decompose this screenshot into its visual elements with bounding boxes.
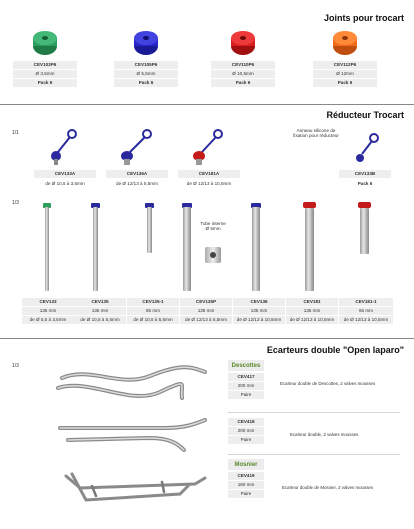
ecarteur-code: CEV418 (228, 418, 264, 426)
cap-card-1 (34, 170, 96, 186)
tube-length: 135 mm (22, 307, 74, 315)
joint-size: Ø 10,5mm (211, 70, 275, 78)
tube-7 (360, 208, 369, 254)
tube-range: de Ø 10,5 à 5,5mm (127, 316, 179, 324)
tube-card-5 (233, 298, 285, 324)
ecarteur-desc-3: Ecarteur double de Mosnier, 2 valves mousses (282, 485, 374, 490)
ecarteur-length: 200 mm (228, 382, 264, 390)
tube-range: de Ø 12/13 à 10,5mm (233, 316, 285, 324)
tube-range: de Ø 10,5 à 5,5mm (74, 316, 126, 324)
tube-range: de Ø 12/13 à 5,5mm (180, 316, 232, 324)
reducteur-caps (0, 126, 414, 168)
anneau-note: Anneau silicone de fixation pour réducteur (293, 128, 339, 139)
row-divider (228, 412, 400, 413)
anneau-card (339, 170, 391, 186)
ecarteur-unit: Paire (228, 490, 264, 498)
scale-label-ecarteurs: 1/3 (12, 363, 19, 369)
tube-interne-note: Tube interne Ø 5mm (200, 221, 226, 232)
ecarteur-code: CEV419 (228, 472, 264, 480)
tube-card-6 (286, 298, 338, 324)
cap-code: CEV181A (178, 170, 240, 178)
joint-size: Ø 3,5mm (13, 70, 77, 78)
ecarteur-code: CEV417 (228, 373, 264, 381)
ring-green-icon (33, 31, 57, 55)
joint-size: Ø 5,5mm (114, 70, 178, 78)
retractor-double-icon (60, 420, 205, 450)
joint-code: CEV110P6 (211, 61, 275, 69)
tube-length: 65 mm (127, 307, 179, 315)
tube-code: CEV133 (22, 298, 74, 306)
anneau-pack: Pack 6 (357, 181, 373, 186)
tube-code: CEV135P (180, 298, 232, 306)
cap-code: CEV133A (34, 170, 96, 178)
brand-descottes: Descottes (228, 360, 264, 371)
tube-card-3 (127, 298, 179, 324)
joint-pack: Pack 6 (313, 79, 377, 87)
ecarteur-length: 160 mm (228, 481, 264, 489)
anneau-icon (356, 134, 378, 162)
ecarteur-card-3 (228, 472, 264, 498)
tube-card-4 (180, 298, 232, 324)
ecarteur-length: 200 mm (228, 427, 264, 435)
tube-card-2 (74, 298, 126, 324)
section-title-joints: Joints pour trocart (323, 13, 404, 23)
tube-2 (93, 207, 98, 291)
joint-card-2 (114, 61, 178, 87)
ecarteur-desc-2: Ecarteur double, 2 valves mousses (290, 432, 359, 437)
tube-code: CEV135 (74, 298, 126, 306)
tube-length: 65 mm (339, 307, 393, 315)
tube-6 (305, 208, 314, 291)
ecarteur-images (0, 358, 230, 528)
ecarteur-card-2 (228, 418, 264, 444)
tube-card-7 (339, 298, 393, 324)
ecarteur-unit: Paire (228, 391, 264, 399)
cap-card-3 (178, 170, 240, 186)
cap-card-2 (106, 170, 168, 186)
ecarteur-desc-1: Ecarteur double de Descottes, 2 valves mousses (280, 381, 376, 386)
joint-card-1 (13, 61, 77, 87)
tube-range: de Ø 12/13 à 10,5mm (339, 316, 393, 324)
ecarteur-card-1 (228, 373, 264, 399)
section-title-reducteur: Réducteur Trocart (326, 110, 404, 120)
tube-5 (252, 207, 260, 291)
cap-red-icon (193, 130, 222, 165)
tube-length: 135 mm (233, 307, 285, 315)
tube-length: 135 mm (74, 307, 126, 315)
joint-code: CEV103P6 (13, 61, 77, 69)
joint-pack: Pack 6 (114, 79, 178, 87)
tube-length: 135 mm (286, 307, 338, 315)
joint-size: Ø 12mm (313, 70, 377, 78)
cap-range: de Ø 10,5 à 3,5mm (45, 181, 85, 186)
anneau-code: CEV133B (339, 170, 391, 178)
joint-pack: Pack 6 (13, 79, 77, 87)
tube-code: CEV135-1 (127, 298, 179, 306)
ring-blue-icon (134, 31, 158, 55)
ring-red-icon (231, 31, 255, 55)
tube-range: de Ø 12/13 à 10,5mm (286, 316, 338, 324)
divider-2 (0, 338, 414, 339)
tube-interne-icon (205, 247, 221, 263)
divider-1 (0, 104, 414, 105)
cap-range: de Ø 12/13 à 5,5mm (116, 181, 158, 186)
ring-orange-icon (333, 31, 357, 55)
tube-3 (147, 207, 152, 253)
joint-pack: Pack 6 (211, 79, 275, 87)
tube-length: 135 mm (180, 307, 232, 315)
cap-range: de Ø 12/13 à 10,5mm (186, 181, 232, 186)
tube-4 (183, 207, 191, 291)
retractor-descottes-icon (58, 367, 205, 398)
tube-1 (45, 207, 49, 291)
section-title-ecarteurs: Ecarteurs double "Open laparo" (266, 345, 404, 355)
cap-code: CEV136A (106, 170, 168, 178)
tube-card-1 (22, 298, 74, 324)
joint-rings (0, 26, 414, 60)
joint-card-4 (313, 61, 377, 87)
joint-card-3 (211, 61, 275, 87)
brand-mosnier: Mosnier (228, 459, 264, 470)
tube-code: CEV181 (286, 298, 338, 306)
row-divider (228, 454, 400, 455)
ecarteur-unit: Paire (228, 436, 264, 444)
joint-code: CEV105P6 (114, 61, 178, 69)
cap-blue-small-icon (51, 130, 76, 165)
tube-range: de Ø 5,5 à 3,5mm (22, 316, 74, 324)
scale-label-1-1: 1/1 (12, 130, 19, 136)
cap-blue-medium-icon (121, 130, 151, 165)
tube-code: CEV181-1 (339, 298, 393, 306)
tube-code: CEV136 (233, 298, 285, 306)
retractor-mosnier-icon (66, 474, 205, 500)
joint-code: CEV112P6 (313, 61, 377, 69)
scale-label-1-3: 1/3 (12, 200, 19, 206)
